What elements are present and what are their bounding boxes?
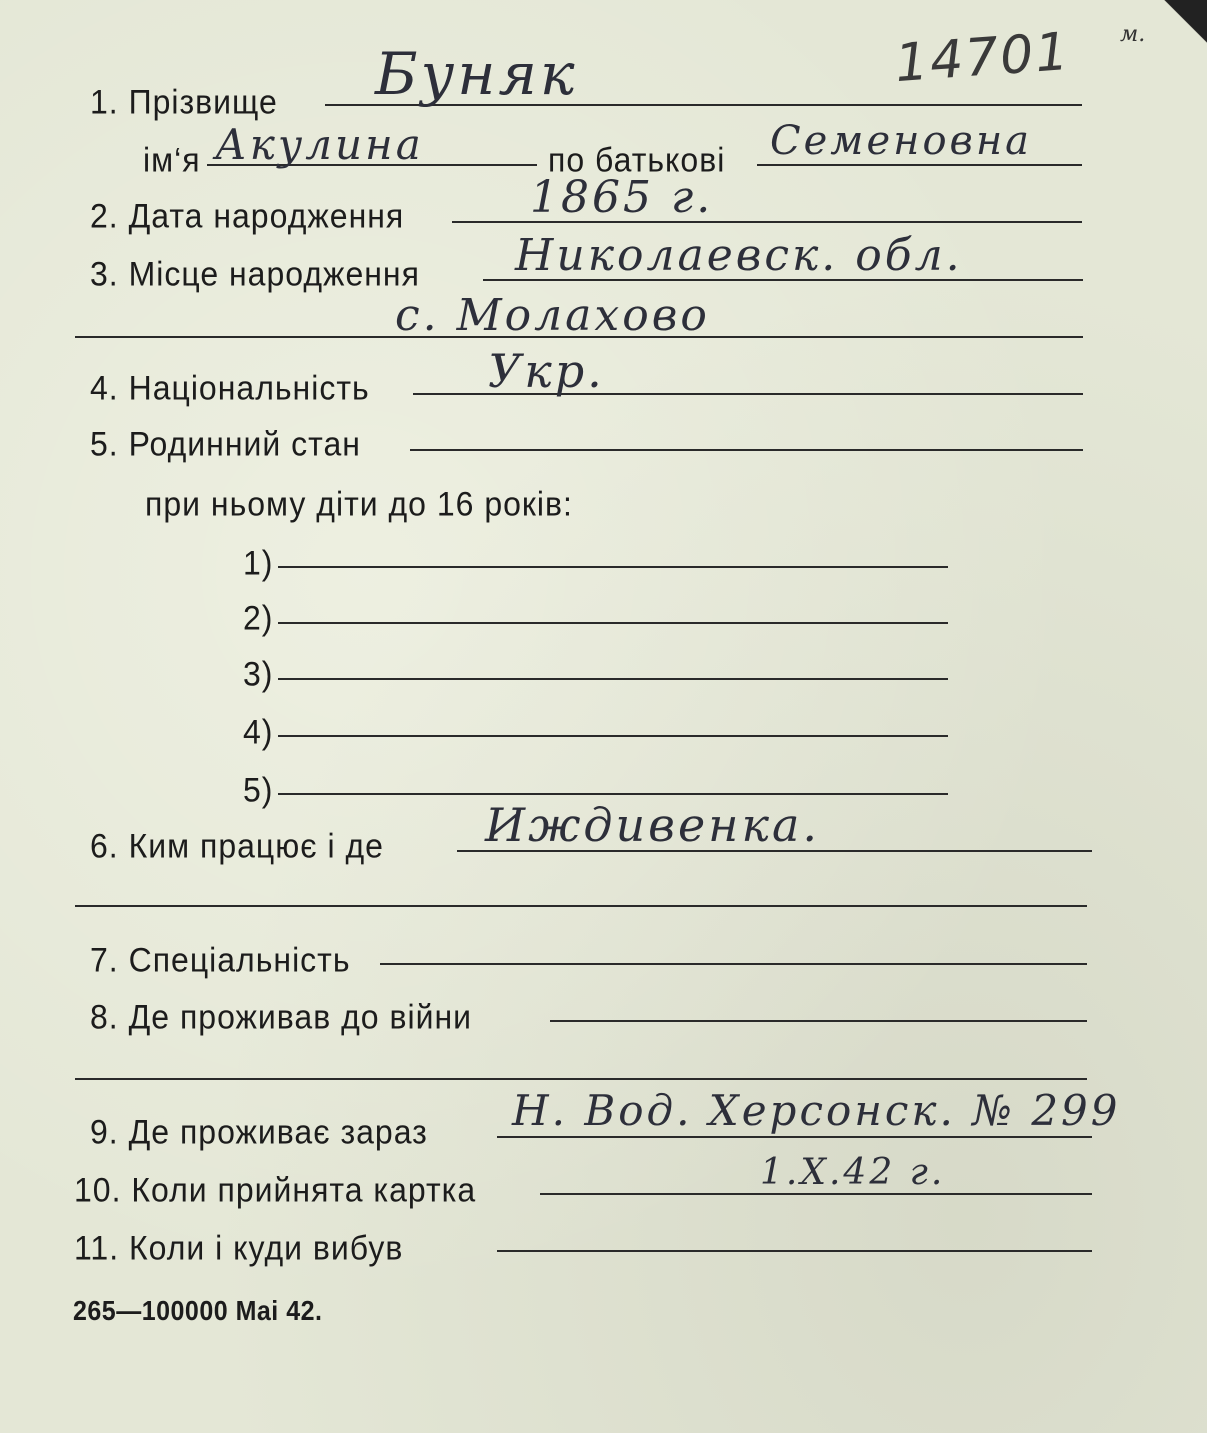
child-4-line (278, 735, 948, 737)
current-residence-value: Н. Вод. Херсонск. № 299 (512, 1086, 1121, 1135)
prewar-residence-line (550, 1020, 1087, 1022)
child-3-label: 3) (243, 654, 274, 693)
nationality-label: 4. Національність (90, 368, 370, 407)
birth-date-label: 2. Дата народження (90, 196, 405, 235)
child-3-line (278, 678, 948, 680)
marital-status-label: 5. Родинний стан (90, 424, 361, 463)
archive-number: 14701 (893, 21, 1073, 95)
occupation-label: 6. Ким працює і де (90, 826, 384, 865)
child-1-label: 1) (243, 543, 274, 582)
child-1-line (278, 566, 948, 568)
surname-value: Буняк (375, 40, 578, 108)
birth-place-value-2: с. Молахово (395, 290, 710, 341)
patronymic-label: по батькові (548, 140, 726, 179)
patronymic-line (757, 164, 1082, 166)
departure-label: 11. Коли і куди вибув (74, 1228, 404, 1267)
card-accepted-label: 10. Коли прийнята картка (74, 1170, 477, 1209)
departure-line (497, 1250, 1092, 1252)
occupation-value: Иждивенка. (485, 798, 820, 852)
card-accepted-line (540, 1193, 1092, 1195)
marital-status-line (410, 449, 1083, 451)
current-residence-label: 9. Де проживає зараз (90, 1112, 428, 1151)
child-2-label: 2) (243, 598, 274, 637)
card-corner-shadow (1147, 0, 1207, 60)
surname-label: 1. Прізвище (90, 82, 278, 121)
prewar-residence-line-2 (75, 1078, 1087, 1080)
nationality-value: Укр. (488, 344, 605, 398)
birth-place-value-1: Николаевск. обл. (515, 230, 963, 281)
name-label: ім‘я (143, 140, 201, 179)
specialty-label: 7. Спеціальність (90, 940, 351, 979)
children-label: при ньому діти до 16 років: (145, 484, 573, 523)
birth-date-value: 1865 г. (530, 172, 714, 223)
corner-mark: м. (1120, 22, 1146, 47)
specialty-line (380, 963, 1087, 965)
birth-place-label: 3. Місце народження (90, 254, 420, 293)
name-value: Акулина (215, 120, 424, 169)
print-code: 265—100000 Mai 42. (73, 1296, 323, 1327)
child-4-label: 4) (243, 712, 274, 751)
child-2-line (278, 622, 948, 624)
child-5-label: 5) (243, 770, 274, 809)
prewar-residence-label: 8. Де проживав до війни (90, 997, 472, 1036)
current-residence-line (497, 1136, 1092, 1138)
patronymic-value: Семеновна (770, 118, 1033, 164)
card-accepted-value: 1.X.42 г. (760, 1152, 946, 1193)
occupation-line-2 (75, 905, 1087, 907)
child-5-line (278, 793, 948, 795)
